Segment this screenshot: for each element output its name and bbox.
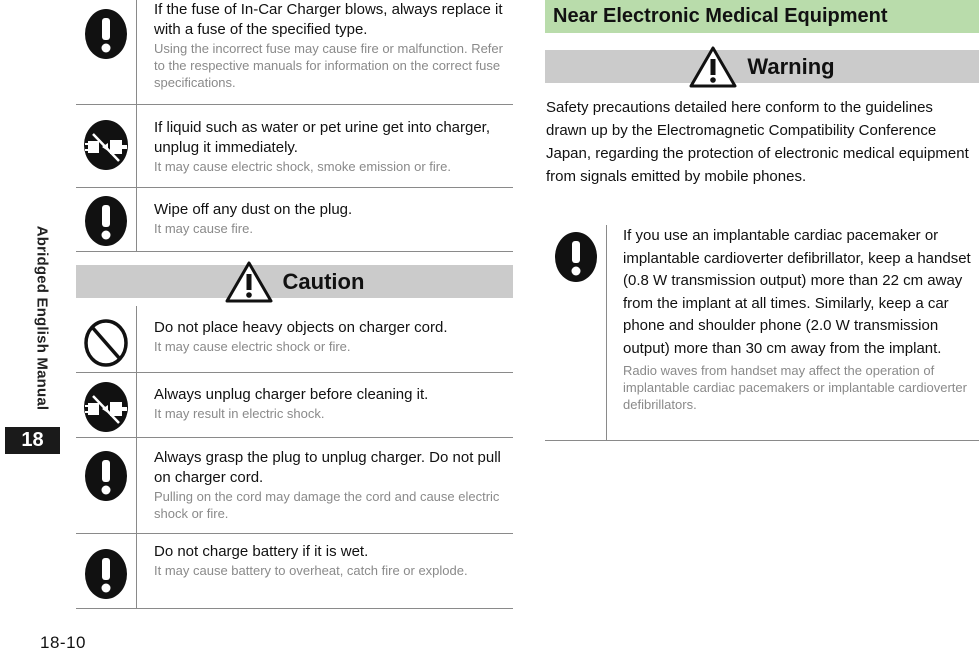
warning-row: [76, 0, 513, 105]
section-title-bar: [545, 0, 979, 33]
caution-main-text: Always grasp the plug to unplug charger. Do not pull on charger cord.: [154, 449, 501, 486]
caution-banner: [76, 265, 513, 298]
section-title: Near Electronic Medical Equipment: [553, 5, 888, 27]
unplug-icon: [76, 373, 137, 437]
intro-paragraph: Safety precautions detailed here conform to the guidelines drawn up by the Electromagnetic Compatibility Conference Japan, regarding the protection of electronic medical equipment from signals emitted by mobile phones.: [546, 99, 969, 185]
exclamation-icon: [76, 534, 137, 608]
caution-row: [76, 534, 513, 609]
caution-sub-text: It may cause battery to overheat, catch fire or explode.: [154, 563, 468, 578]
warning-sub-text: It may cause fire.: [154, 221, 253, 236]
caution-row: [76, 438, 513, 534]
chapter-number: 18: [21, 429, 44, 451]
chapter-number-badge: [5, 427, 60, 454]
caution-main-text: Do not charge battery if it is wet.: [154, 543, 369, 560]
exclamation-icon: [76, 438, 137, 533]
exclamation-icon: [545, 225, 607, 440]
exclamation-icon: [76, 188, 137, 251]
warning-sub-text: Using the incorrect fuse may cause fire or malfunction. Refer to the respective manuals for information on the correct fuse specifications.: [154, 41, 503, 90]
warning-title: Warning: [747, 53, 835, 79]
page-number: 18-10: [40, 633, 86, 652]
caution-sub-text: Pulling on the cord may damage the cord and cause electric shock or fire.: [154, 489, 500, 521]
pacemaker-main-text: If you use an implantable cardiac pacemaker or implantable cardioverter defibrillator, keep a handset (0.8 W transmission output) more than 22 cm away from the implant at all times. Similarly, keep a car phone and shoulder phone (2.0 W transmission output) more than 30 cm away from the implant.: [623, 227, 971, 357]
caution-row: [76, 373, 513, 438]
unplug-icon: [76, 105, 137, 187]
warning-triangle-icon: [225, 261, 273, 303]
caution-main-text: Do not place heavy objects on charger cord.: [154, 319, 448, 336]
caution-sub-text: It may cause electric shock or fire.: [154, 339, 351, 354]
warning-sub-text: It may cause electric shock, smoke emission or fire.: [154, 159, 451, 174]
left-column: [76, 0, 513, 252]
prohibited-icon: [76, 306, 137, 372]
warning-main-text: If liquid such as water or pet urine get into charger, unplug it immediately.: [154, 119, 491, 156]
warning-banner: [545, 50, 979, 83]
caution-main-text: Always unplug charger before cleaning it.: [154, 386, 429, 403]
warning-row: [76, 105, 513, 188]
section-label-text: Abridged English Manual: [33, 225, 51, 410]
pacemaker-sub-text: Radio waves from handset may affect the operation of implantable cardiac pacemakers or implantable cardioverter defibrillators.: [623, 363, 967, 412]
caution-title: Caution: [282, 268, 365, 294]
caution-list: [76, 306, 513, 609]
warning-main-text: If the fuse of In-Car Charger blows, always replace it with a fuse of the specified type.: [154, 1, 503, 38]
warning-triangle-icon: [689, 46, 737, 88]
exclamation-icon: [76, 0, 137, 104]
caution-sub-text: It may result in electric shock.: [154, 406, 325, 421]
pacemaker-warning-row: [545, 225, 979, 441]
warning-row: [76, 188, 513, 252]
sidebar-section-label: [22, 210, 62, 425]
caution-row: [76, 306, 513, 373]
warning-main-text: Wipe off any dust on the plug.: [154, 201, 353, 218]
